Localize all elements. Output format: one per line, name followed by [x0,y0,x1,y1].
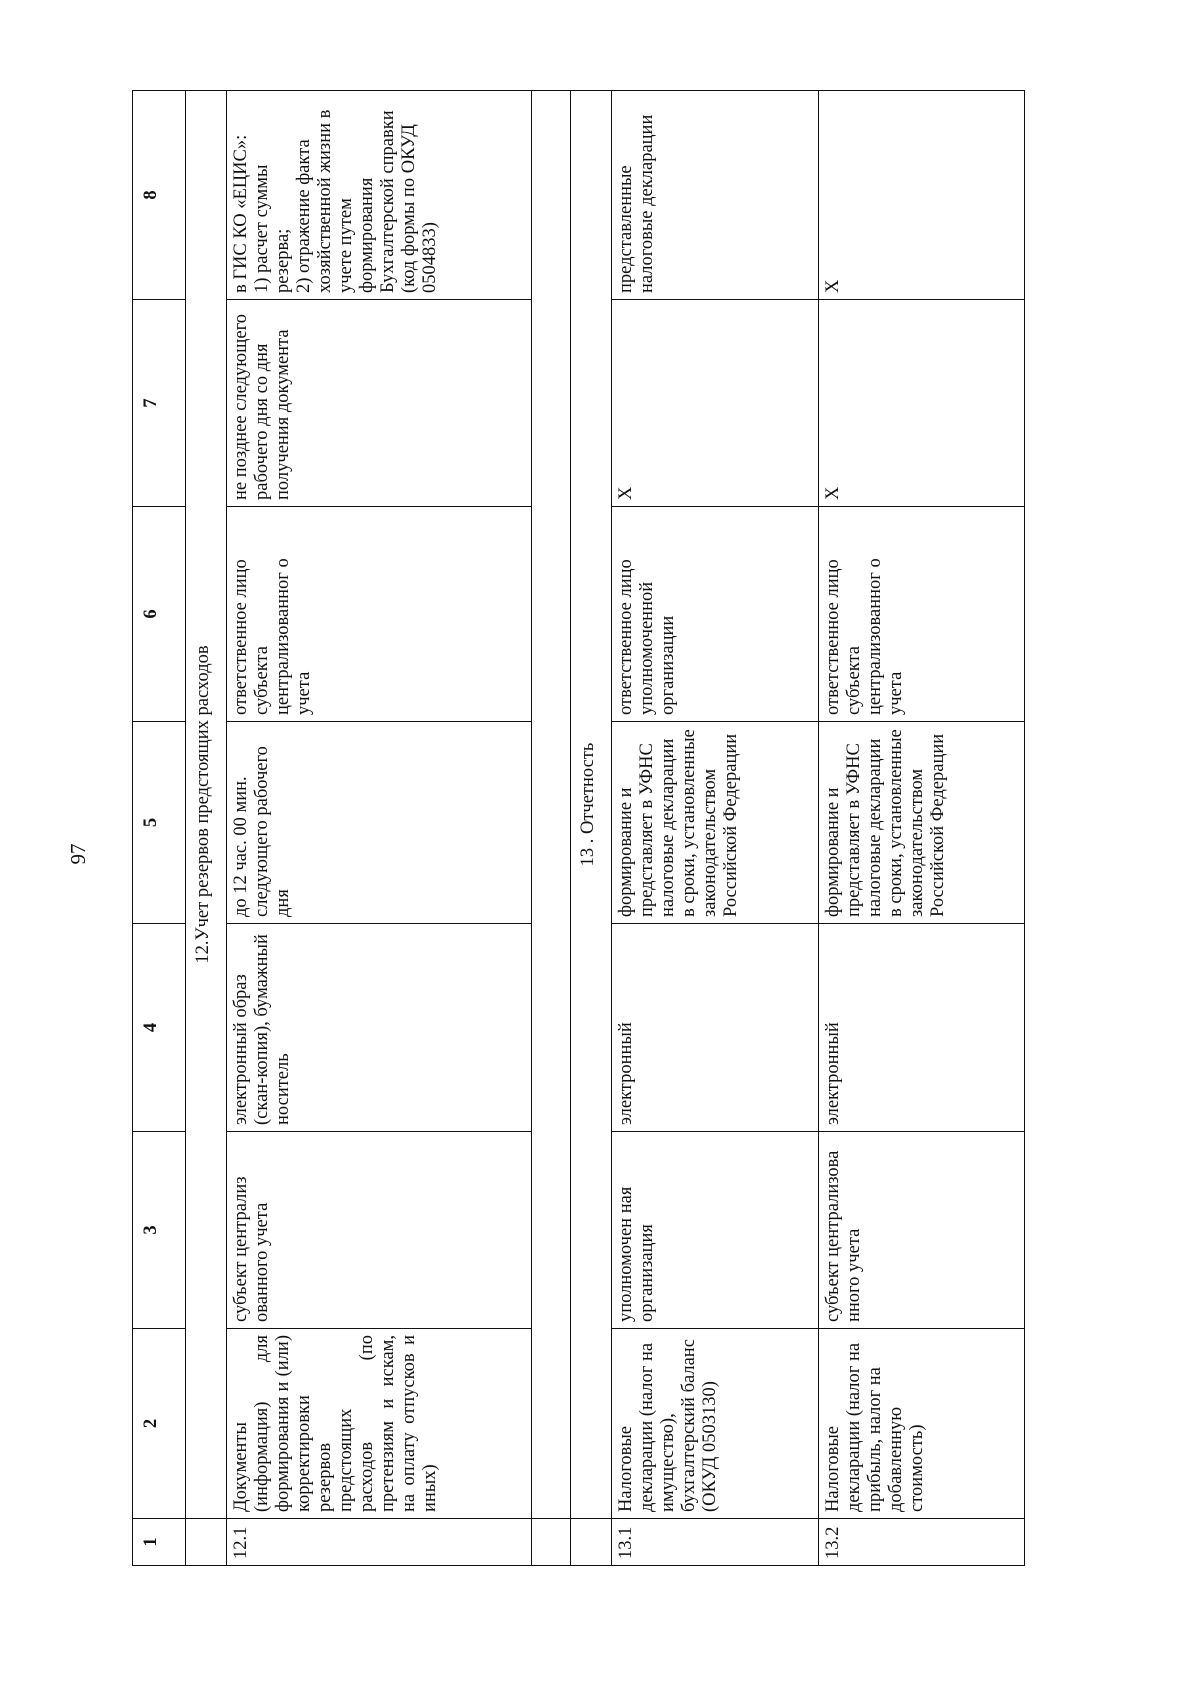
empty-cell [571,1519,612,1566]
column-number: 3 [133,1132,186,1329]
deadline-cell: до 12 час. 00 мин. следующего рабочего дня [227,722,532,924]
column-number: 8 [133,91,186,300]
column-number-row [133,91,186,1566]
responsible-cell: ответственное лицо субъекта централизованног о учета [819,507,1025,722]
column-number: 6 [133,507,186,722]
term-cell: Х [819,300,1025,507]
spacer-row [532,91,571,1566]
result-cell: Х [819,91,1025,300]
table-row [227,91,532,1566]
row-number: 13.2 [819,1519,1025,1566]
format-cell: электронный образ (скан-копия), бумажный носитель [227,924,532,1132]
deadline-cell: формирование и представляет в УФНС налоговые декларации в сроки, установленные законодательством Российской Федерации [612,722,819,924]
table-row [612,91,819,1566]
page-number: 97 [66,843,90,865]
column-number: 7 [133,300,186,507]
term-cell: Х [612,300,819,507]
responsible-cell: ответственное лицо уполномоченной организации [612,507,819,722]
column-number: 2 [133,1329,186,1519]
deadline-cell: формирование и представляет в УФНС налоговые декларации в сроки, установленные законодательством Российской Федерации [819,722,1025,924]
result-cell: в ГИС КО «ЕЦИС»: 1) расчет суммы резерва; 2) отражение факта хозяйственной жизни в учете путем формирования Бухгалтерской справки (код формы по ОКУД 0504833) [227,91,532,300]
empty-cell [532,1519,571,1566]
empty-cell [186,1519,227,1566]
column-number: 4 [133,924,186,1132]
column-number: 5 [133,722,186,924]
table-row [819,91,1025,1566]
section-header-row [186,91,227,1566]
term-cell: не позднее следующего рабочего дня со дня получения документа [227,300,532,507]
document-name-cell: Документы (информация) для формирования и (или) корректировки резервов предстоящих расходов (по претензиям и искам, на оплату отпусков и иных) [227,1329,532,1519]
document-name-cell: Налоговые декларации (налог на прибыль, налог на добавленную стоимость) [819,1329,1025,1519]
row-number: 13.1 [612,1519,819,1566]
responsible-cell: ответственное лицо субъекта централизованног о учета [227,507,532,722]
document-name-cell: Налоговые декларации (налог на имущество), бухгалтерский баланс (ОКУД 0503130) [612,1329,819,1519]
procedure-table [132,90,1025,1566]
rotated-page-content [132,91,1129,1566]
section-header-row [571,91,612,1566]
section-12-title: 12.Учет резервов предстоящих расходов [186,91,227,1519]
row-number: 12.1 [227,1519,532,1566]
creator-cell: уполномочен ная организация [612,1132,819,1329]
creator-cell: субъект централиз ованного учета [227,1132,532,1329]
result-cell: представленные налоговые декларации [612,91,819,300]
section-13-title: 13 . Отчетность [571,91,612,1519]
creator-cell: субъект централизова нного учета [819,1132,1025,1329]
format-cell: электронный [819,924,1025,1132]
format-cell: электронный [612,924,819,1132]
column-number: 1 [133,1519,186,1566]
empty-cell [532,91,571,1519]
